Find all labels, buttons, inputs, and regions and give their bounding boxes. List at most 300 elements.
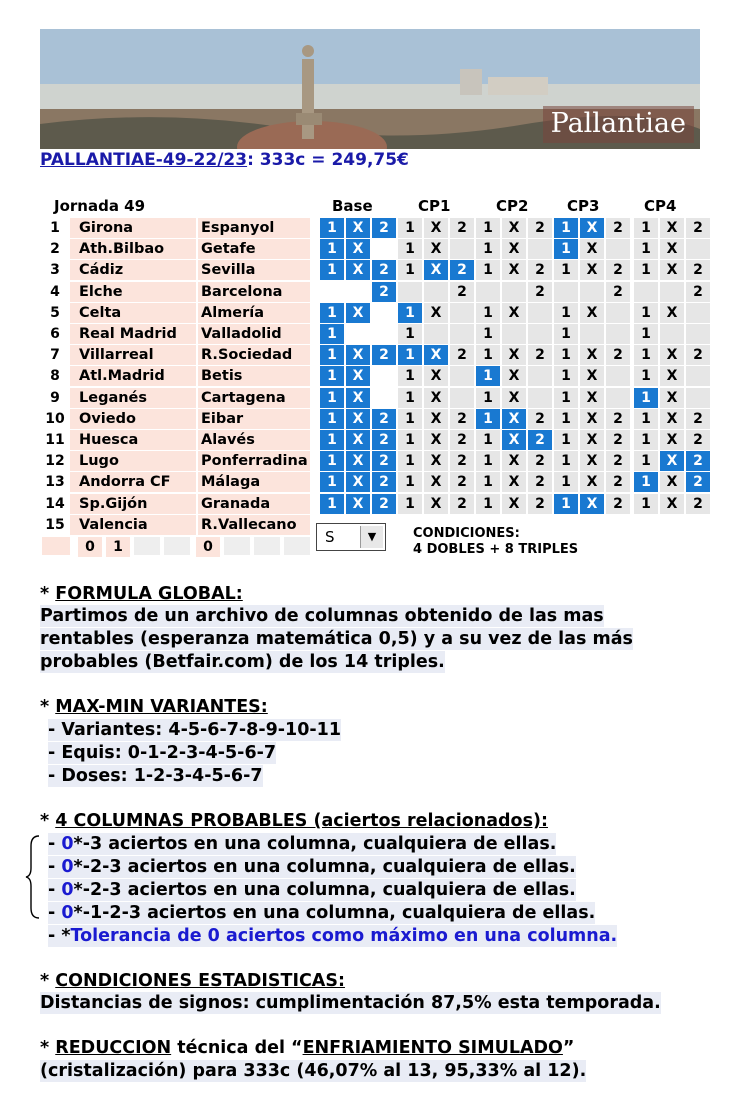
sign-cell-cp4-2[interactable]: 2 bbox=[686, 451, 710, 471]
sign-cell-base-x[interactable]: X bbox=[346, 472, 370, 492]
sign-cell-cp1-1[interactable]: 1 bbox=[398, 366, 422, 386]
sign-cell-cp1-x[interactable]: X bbox=[424, 472, 448, 492]
sign-cell-cp2-1[interactable]: 1 bbox=[476, 451, 500, 471]
sign-cell-base-2[interactable] bbox=[372, 303, 396, 323]
sign-cell-cp2-x[interactable] bbox=[502, 282, 526, 302]
sign-cell-cp2-x[interactable]: X bbox=[502, 366, 526, 386]
match-row bbox=[40, 303, 702, 324]
sign-cell-cp2-1[interactable]: 1 bbox=[476, 388, 500, 408]
sign-cell-cp2-2[interactable]: 2 bbox=[528, 409, 552, 429]
sign-cell-cp1-x[interactable] bbox=[424, 282, 448, 302]
sign-cell-cp1-2[interactable]: 2 bbox=[450, 345, 474, 365]
sign-cell-cp1-1[interactable]: 1 bbox=[398, 388, 422, 408]
sign-cell-cp2-1[interactable]: 1 bbox=[476, 409, 500, 429]
sign-cell-cp4-2[interactable] bbox=[686, 366, 710, 386]
sign-cell-base-1[interactable]: 1 bbox=[320, 260, 344, 280]
jornada-label: Jornada 49 bbox=[54, 197, 146, 215]
sign-cell-cp4-1[interactable]: 1 bbox=[634, 472, 658, 492]
sign-cell-cp3-2[interactable] bbox=[606, 303, 630, 323]
away-team: Málaga bbox=[198, 472, 310, 492]
sign-cell-cp3-1[interactable] bbox=[554, 282, 578, 302]
sign-cell-cp1-2[interactable] bbox=[450, 366, 474, 386]
sign-cell-cp1-x[interactable]: X bbox=[424, 218, 448, 238]
header-banner bbox=[40, 29, 700, 149]
sign-cell-cp1-2[interactable]: 2 bbox=[450, 260, 474, 280]
sign-cell-cp1-x[interactable] bbox=[424, 324, 448, 344]
sign-cell-cp1-1[interactable]: 1 bbox=[398, 239, 422, 259]
match-number: 3 bbox=[50, 262, 60, 279]
match-number: 9 bbox=[50, 389, 60, 406]
sign-cell-cp2-2[interactable] bbox=[528, 324, 552, 344]
sign-cell-base-1[interactable]: 1 bbox=[320, 472, 344, 492]
match-row bbox=[40, 430, 702, 451]
sign-cell-cp2-x[interactable]: X bbox=[502, 345, 526, 365]
title-link[interactable]: PALLANTIAE-49-22/23 bbox=[40, 150, 248, 170]
sign-cell-cp3-1[interactable]: 1 bbox=[554, 366, 578, 386]
sign-cell-cp4-x[interactable]: X bbox=[660, 303, 684, 323]
sign-cell-cp4-x[interactable]: X bbox=[660, 260, 684, 280]
away-team: Sevilla bbox=[198, 260, 310, 280]
sign-cell-cp2-1[interactable]: 1 bbox=[476, 494, 500, 514]
home-team: Huesca bbox=[70, 430, 196, 450]
sign-cell-cp3-x[interactable]: X bbox=[580, 345, 604, 365]
sign-cell-base-2[interactable] bbox=[372, 324, 396, 344]
sign-cell-cp1-1[interactable]: 1 bbox=[398, 409, 422, 429]
sign-cell-cp3-x[interactable]: X bbox=[580, 303, 604, 323]
maxmin-line-1: - Variantes: 4-5-6-7-8-9-10-11 bbox=[48, 720, 341, 740]
sign-cell-cp2-2[interactable] bbox=[528, 388, 552, 408]
pleno-number: 15 bbox=[45, 517, 65, 533]
sign-cell-cp1-2[interactable]: 2 bbox=[450, 494, 474, 514]
sign-cell-cp3-x[interactable]: X bbox=[580, 494, 604, 514]
sign-cell-cp2-1[interactable]: 1 bbox=[476, 345, 500, 365]
match-number: 6 bbox=[50, 326, 60, 342]
sign-cell-base-2[interactable] bbox=[372, 388, 396, 408]
sign-cell-cp1-2[interactable]: 2 bbox=[450, 430, 474, 450]
sign-cell-base-1[interactable]: 1 bbox=[320, 366, 344, 386]
match-row bbox=[40, 345, 702, 366]
away-team: Almería bbox=[198, 303, 310, 323]
sign-cell-cp2-1[interactable]: 1 bbox=[476, 430, 500, 450]
sign-cell-cp3-1[interactable]: 1 bbox=[554, 218, 578, 238]
sign-cell-cp1-1[interactable]: 1 bbox=[398, 451, 422, 471]
quiniela-grid bbox=[40, 196, 702, 558]
sign-cell-base-x[interactable]: X bbox=[346, 409, 370, 429]
col-header-cp2: CP2 bbox=[496, 197, 529, 215]
sign-cell-cp3-1[interactable]: 1 bbox=[554, 430, 578, 450]
sign-cell-cp4-x[interactable]: X bbox=[660, 472, 684, 492]
sign-cell-cp2-1[interactable]: 1 bbox=[476, 472, 500, 492]
sign-cell-cp2-x[interactable]: X bbox=[502, 218, 526, 238]
sign-cell-cp1-x[interactable]: X bbox=[424, 239, 448, 259]
sign-cell-base-2[interactable]: 2 bbox=[372, 409, 396, 429]
match-row bbox=[40, 239, 702, 260]
sign-cell-cp3-2[interactable]: 2 bbox=[606, 430, 630, 450]
match-row bbox=[40, 472, 702, 493]
home-team: Cádiz bbox=[70, 260, 196, 280]
sign-cell-cp4-2[interactable]: 2 bbox=[686, 430, 710, 450]
sign-cell-base-1[interactable]: 1 bbox=[320, 218, 344, 238]
match-number: 8 bbox=[50, 368, 60, 385]
sign-cell-cp4-x[interactable] bbox=[660, 324, 684, 344]
sign-cell-cp4-2[interactable] bbox=[686, 388, 710, 408]
sign-cell-base-2[interactable]: 2 bbox=[372, 345, 396, 365]
sign-cell-base-2[interactable]: 2 bbox=[372, 451, 396, 471]
sign-cell-cp1-1[interactable]: 1 bbox=[398, 430, 422, 450]
match-row bbox=[40, 282, 702, 303]
sign-cell-cp4-x[interactable]: X bbox=[660, 366, 684, 386]
sign-cell-cp4-2[interactable] bbox=[686, 239, 710, 259]
away-team: Eibar bbox=[198, 409, 310, 429]
sign-cell-cp2-2[interactable]: 2 bbox=[528, 218, 552, 238]
sign-cell-base-x[interactable]: X bbox=[346, 494, 370, 514]
sign-cell-base-2[interactable]: 2 bbox=[372, 472, 396, 492]
sign-cell-cp4-1[interactable]: 1 bbox=[634, 303, 658, 323]
home-team: Oviedo bbox=[70, 409, 196, 429]
sign-cell-cp3-1[interactable]: 1 bbox=[554, 260, 578, 280]
maxmin-line-2: - Equis: 0-1-2-3-4-5-6-7 bbox=[48, 743, 277, 763]
sign-cell-base-1[interactable]: 1 bbox=[320, 239, 344, 259]
sign-cell-cp3-1[interactable]: 1 bbox=[554, 239, 578, 259]
sign-cell-cp4-x[interactable] bbox=[660, 282, 684, 302]
sign-cell-cp3-2[interactable]: 2 bbox=[606, 345, 630, 365]
sign-cell-cp3-2[interactable] bbox=[606, 239, 630, 259]
sign-cell-base-2[interactable] bbox=[372, 239, 396, 259]
sign-cell-cp3-2[interactable] bbox=[606, 388, 630, 408]
sign-cell-cp4-2[interactable] bbox=[686, 303, 710, 323]
sign-cell-cp3-x[interactable]: X bbox=[580, 366, 604, 386]
sign-cell-cp4-2[interactable] bbox=[686, 324, 710, 344]
sign-cell-cp4-x[interactable]: X bbox=[660, 409, 684, 429]
sign-cell-base-x[interactable] bbox=[346, 282, 370, 302]
sign-cell-base-x[interactable]: X bbox=[346, 388, 370, 408]
col-header-cp3: CP3 bbox=[567, 197, 600, 215]
sign-cell-cp1-2[interactable] bbox=[450, 324, 474, 344]
sign-cell-cp3-1[interactable]: 1 bbox=[554, 303, 578, 323]
sign-cell-cp1-2[interactable] bbox=[450, 239, 474, 259]
chevron-down-icon[interactable]: ▼ bbox=[360, 526, 383, 548]
sign-cell-cp4-x[interactable]: X bbox=[660, 345, 684, 365]
sign-cell-cp1-2[interactable]: 2 bbox=[450, 218, 474, 238]
sign-cell-cp4-1[interactable]: 1 bbox=[634, 218, 658, 238]
sign-cell-cp4-1[interactable]: 1 bbox=[634, 494, 658, 514]
sign-cell-cp3-2[interactable]: 2 bbox=[606, 282, 630, 302]
sign-cell-base-x[interactable]: X bbox=[346, 260, 370, 280]
away-team: R.Sociedad bbox=[198, 345, 310, 365]
sign-cell-cp2-2[interactable]: 2 bbox=[528, 430, 552, 450]
columns-line-3: - 0*-2-3 aciertos en una columna, cualquiera de ellas. bbox=[48, 880, 576, 900]
sign-cell-cp3-x[interactable]: X bbox=[580, 239, 604, 259]
sign-cell-base-x[interactable] bbox=[346, 324, 370, 344]
away-team: Alavés bbox=[198, 430, 310, 450]
sign-cell-cp3-2[interactable] bbox=[606, 324, 630, 344]
sign-cell-base-2[interactable]: 2 bbox=[372, 494, 396, 514]
sign-cell-cp4-x[interactable]: X bbox=[660, 451, 684, 471]
sign-cell-cp2-2[interactable]: 2 bbox=[528, 260, 552, 280]
sign-cell-cp3-1[interactable]: 1 bbox=[554, 324, 578, 344]
sign-cell-cp3-2[interactable]: 2 bbox=[606, 451, 630, 471]
sign-cell-base-x[interactable]: X bbox=[346, 366, 370, 386]
sign-cell-cp2-x[interactable]: X bbox=[502, 239, 526, 259]
sign-cell-cp4-x[interactable]: X bbox=[660, 494, 684, 514]
sign-cell-cp4-2[interactable]: 2 bbox=[686, 409, 710, 429]
sign-cell-base-x[interactable]: X bbox=[346, 430, 370, 450]
sign-cell-base-x[interactable]: X bbox=[346, 451, 370, 471]
match-row bbox=[40, 218, 702, 239]
sign-cell-cp1-x[interactable]: X bbox=[424, 260, 448, 280]
sign-cell-cp3-1[interactable]: 1 bbox=[554, 472, 578, 492]
match-number: 4 bbox=[50, 283, 60, 300]
sign-cell-cp3-x[interactable]: X bbox=[580, 430, 604, 450]
sign-cell-cp4-x[interactable]: X bbox=[660, 430, 684, 450]
sign-cell-base-1[interactable]: 1 bbox=[320, 303, 344, 323]
sign-cell-cp3-x[interactable]: X bbox=[580, 218, 604, 238]
columns-line-1: - 0*-3 aciertos en una columna, cualquiera de ellas. bbox=[48, 834, 557, 854]
columns-line-4: - 0*-1-2-3 aciertos en una columna, cualquiera de ellas. bbox=[48, 903, 596, 923]
home-team: Leganés bbox=[70, 388, 196, 408]
match-row bbox=[40, 366, 702, 387]
home-team: Real Madrid bbox=[70, 324, 196, 344]
match-number: 10 bbox=[45, 410, 65, 427]
sign-cell-cp3-x[interactable]: X bbox=[580, 388, 604, 408]
sign-cell-cp1-2[interactable]: 2 bbox=[450, 409, 474, 429]
match-number: 2 bbox=[50, 241, 60, 258]
home-team: Lugo bbox=[70, 451, 196, 471]
sign-cell-cp2-2[interactable]: 2 bbox=[528, 282, 552, 302]
pleno-home-team: Valencia bbox=[70, 515, 196, 535]
sign-cell-cp2-1[interactable]: 1 bbox=[476, 366, 500, 386]
columns-line-2: - 0*-2-3 aciertos en una columna, cualquiera de ellas. bbox=[48, 857, 576, 877]
sign-cell-cp3-x[interactable]: X bbox=[580, 409, 604, 429]
sign-cell-base-x[interactable]: X bbox=[346, 239, 370, 259]
sign-cell-cp3-x[interactable] bbox=[580, 282, 604, 302]
sign-cell-cp4-2[interactable]: 2 bbox=[686, 282, 710, 302]
sign-cell-base-x[interactable]: X bbox=[346, 303, 370, 323]
sign-cell-cp2-2[interactable] bbox=[528, 303, 552, 323]
home-team: Ath.Bilbao bbox=[70, 239, 196, 259]
sign-cell-base-2[interactable]: 2 bbox=[372, 430, 396, 450]
brace-icon bbox=[25, 834, 41, 920]
sign-cell-base-1[interactable]: 1 bbox=[320, 451, 344, 471]
sign-cell-cp4-1[interactable] bbox=[634, 282, 658, 302]
sign-cell-base-1[interactable]: 1 bbox=[320, 409, 344, 429]
sign-cell-cp2-x[interactable]: X bbox=[502, 472, 526, 492]
sign-cell-cp1-1[interactable]: 1 bbox=[398, 260, 422, 280]
home-team: Andorra CF bbox=[70, 472, 196, 492]
home-goals-1[interactable]: 1 bbox=[106, 537, 130, 557]
sign-cell-base-2[interactable] bbox=[372, 366, 396, 386]
title-cost: : 333c = 249,75€ bbox=[247, 150, 409, 170]
sign-cell-cp4-1[interactable]: 1 bbox=[634, 430, 658, 450]
sign-cell-base-1[interactable]: 1 bbox=[320, 345, 344, 365]
reduction-heading: * REDUCCION técnica del “ENFRIAMIENTO SIMULADO” bbox=[40, 1038, 575, 1058]
match-number: 13 bbox=[45, 474, 65, 491]
sign-cell-cp1-x[interactable]: X bbox=[424, 494, 448, 514]
sign-cell-cp4-1[interactable]: 1 bbox=[634, 388, 658, 408]
sign-cell-cp4-1[interactable]: 1 bbox=[634, 409, 658, 429]
sign-select-value: S bbox=[325, 528, 335, 546]
formula-line-3: probables (Betfair.com) de los 14 triples. bbox=[40, 652, 445, 672]
sign-cell-cp4-x[interactable]: X bbox=[660, 388, 684, 408]
sign-cell-cp3-2[interactable]: 2 bbox=[606, 472, 630, 492]
sign-cell-cp3-2[interactable] bbox=[606, 366, 630, 386]
sign-cell-cp4-1[interactable]: 1 bbox=[634, 324, 658, 344]
sign-cell-cp1-2[interactable] bbox=[450, 388, 474, 408]
sign-cell-cp2-x[interactable]: X bbox=[502, 451, 526, 471]
match-row bbox=[40, 324, 702, 345]
sign-cell-cp2-2[interactable]: 2 bbox=[528, 451, 552, 471]
sign-cell-cp1-2[interactable]: 2 bbox=[450, 472, 474, 492]
sign-cell-cp2-2[interactable]: 2 bbox=[528, 472, 552, 492]
sign-cell-cp2-x[interactable]: X bbox=[502, 494, 526, 514]
sign-cell-cp4-1[interactable]: 1 bbox=[634, 366, 658, 386]
conditions-text: 4 DOBLES + 8 TRIPLES bbox=[413, 542, 579, 557]
sign-cell-base-2[interactable]: 2 bbox=[372, 260, 396, 280]
home-team: Girona bbox=[70, 218, 196, 238]
sign-cell-base-1[interactable]: 1 bbox=[320, 388, 344, 408]
sign-cell-cp1-x[interactable]: X bbox=[424, 345, 448, 365]
sign-cell-base-x[interactable]: X bbox=[346, 218, 370, 238]
sign-cell-cp2-x[interactable]: X bbox=[502, 260, 526, 280]
sign-cell-cp1-1[interactable]: 1 bbox=[398, 472, 422, 492]
sign-cell-cp4-2[interactable]: 2 bbox=[686, 218, 710, 238]
sign-cell-cp1-x[interactable]: X bbox=[424, 366, 448, 386]
sign-cell-cp2-1[interactable] bbox=[476, 282, 500, 302]
sign-cell-cp3-2[interactable]: 2 bbox=[606, 260, 630, 280]
home-team: Elche bbox=[70, 282, 196, 302]
sign-cell-cp3-1[interactable]: 1 bbox=[554, 388, 578, 408]
sign-cell-cp3-x[interactable]: X bbox=[580, 472, 604, 492]
sign-cell-cp3-1[interactable]: 1 bbox=[554, 409, 578, 429]
sign-cell-cp2-1[interactable]: 1 bbox=[476, 324, 500, 344]
sign-cell-cp1-2[interactable] bbox=[450, 303, 474, 323]
maxmin-heading: * MAX-MIN VARIANTES: bbox=[40, 697, 268, 717]
away-team: Getafe bbox=[198, 239, 310, 259]
sign-cell-cp2-2[interactable]: 2 bbox=[528, 494, 552, 514]
sign-cell-cp2-x[interactable]: X bbox=[502, 409, 526, 429]
match-number: 5 bbox=[50, 304, 60, 321]
sign-cell-cp1-1[interactable]: 1 bbox=[398, 218, 422, 238]
banner-logo: Pallantiae bbox=[543, 106, 694, 143]
sign-cell-cp1-1[interactable]: 1 bbox=[398, 494, 422, 514]
reduction-line-2: (cristalización) para 333c (46,07% al 13, 95,33% al 12). bbox=[40, 1061, 587, 1081]
sign-cell-cp3-1[interactable]: 1 bbox=[554, 494, 578, 514]
stats-heading: * CONDICIONES ESTADISTICAS: bbox=[40, 971, 345, 991]
sign-cell-cp4-1[interactable]: 1 bbox=[634, 345, 658, 365]
match-row bbox=[40, 409, 702, 430]
sign-cell-cp1-1[interactable] bbox=[398, 282, 422, 302]
sign-cell-cp1-x[interactable]: X bbox=[424, 388, 448, 408]
col-header-cp1: CP1 bbox=[418, 197, 451, 215]
sign-cell-cp2-x[interactable]: X bbox=[502, 303, 526, 323]
sign-cell-cp3-2[interactable]: 2 bbox=[606, 494, 630, 514]
sign-cell-cp4-2[interactable]: 2 bbox=[686, 494, 710, 514]
sign-select[interactable] bbox=[316, 523, 386, 551]
away-team: Betis bbox=[198, 366, 310, 386]
sign-cell-base-2[interactable]: 2 bbox=[372, 282, 396, 302]
sign-cell-base-2[interactable]: 2 bbox=[372, 218, 396, 238]
match-number: 14 bbox=[45, 495, 65, 512]
sign-cell-cp4-2[interactable]: 2 bbox=[686, 472, 710, 492]
match-number: 7 bbox=[50, 347, 60, 364]
sign-cell-cp2-2[interactable] bbox=[528, 239, 552, 259]
sign-cell-cp1-x[interactable]: X bbox=[424, 451, 448, 471]
col-header-base: Base bbox=[332, 197, 373, 215]
pleno-away-team: R.Vallecano bbox=[198, 515, 310, 535]
sign-cell-cp1-2[interactable]: 2 bbox=[450, 282, 474, 302]
match-row bbox=[40, 260, 702, 281]
away-team: Cartagena bbox=[198, 388, 310, 408]
sign-cell-cp2-1[interactable]: 1 bbox=[476, 239, 500, 259]
sign-cell-base-1[interactable]: 1 bbox=[320, 430, 344, 450]
formula-heading: * FORMULA GLOBAL: bbox=[40, 584, 243, 604]
sign-cell-cp4-1[interactable]: 1 bbox=[634, 239, 658, 259]
sign-cell-base-1[interactable]: 1 bbox=[320, 494, 344, 514]
sign-cell-cp4-2[interactable]: 2 bbox=[686, 345, 710, 365]
sign-cell-cp2-x[interactable]: X bbox=[502, 388, 526, 408]
sign-cell-cp2-1[interactable]: 1 bbox=[476, 303, 500, 323]
sign-cell-base-x[interactable]: X bbox=[346, 345, 370, 365]
match-row bbox=[40, 388, 702, 409]
formula-line-1: Partimos de un archivo de columnas obtenido de las mas bbox=[40, 606, 604, 626]
sign-cell-cp4-1[interactable]: 1 bbox=[634, 451, 658, 471]
home-goals-0[interactable]: 0 bbox=[78, 537, 102, 557]
away-team: Ponferradina bbox=[198, 451, 310, 471]
formula-line-2: rentables (esperanza matemática 0,5) y a su vez de las más bbox=[40, 629, 633, 649]
sign-cell-cp1-x[interactable]: X bbox=[424, 430, 448, 450]
col-header-cp4: CP4 bbox=[644, 197, 677, 215]
match-number: 12 bbox=[45, 453, 65, 470]
sign-cell-base-1[interactable]: 1 bbox=[320, 324, 344, 344]
sign-cell-cp2-1[interactable]: 1 bbox=[476, 218, 500, 238]
match-number: 1 bbox=[50, 220, 60, 236]
sign-cell-cp3-2[interactable]: 2 bbox=[606, 218, 630, 238]
sign-cell-cp1-1[interactable]: 1 bbox=[398, 303, 422, 323]
sign-cell-cp3-x[interactable]: X bbox=[580, 451, 604, 471]
sign-cell-cp1-1[interactable]: 1 bbox=[398, 324, 422, 344]
sign-cell-cp1-x[interactable]: X bbox=[424, 303, 448, 323]
sign-cell-cp1-1[interactable]: 1 bbox=[398, 345, 422, 365]
sign-cell-cp2-2[interactable]: 2 bbox=[528, 345, 552, 365]
sign-cell-cp2-2[interactable] bbox=[528, 366, 552, 386]
sign-cell-cp4-x[interactable]: X bbox=[660, 218, 684, 238]
sign-cell-cp3-2[interactable]: 2 bbox=[606, 409, 630, 429]
away-team: Barcelona bbox=[198, 282, 310, 302]
home-team: Atl.Madrid bbox=[70, 366, 196, 386]
sign-cell-cp3-x[interactable]: X bbox=[580, 260, 604, 280]
match-row bbox=[40, 451, 702, 472]
sign-cell-base-1[interactable] bbox=[320, 282, 344, 302]
sign-cell-cp3-1[interactable]: 1 bbox=[554, 451, 578, 471]
away-team: Valladolid bbox=[198, 324, 310, 344]
sign-cell-cp2-x[interactable]: X bbox=[502, 430, 526, 450]
stats-line: Distancias de signos: cumplimentación 87,5% esta temporada. bbox=[40, 993, 661, 1013]
away-goals-0[interactable]: 0 bbox=[196, 537, 220, 557]
sign-cell-cp4-2[interactable]: 2 bbox=[686, 260, 710, 280]
sign-cell-cp3-1[interactable]: 1 bbox=[554, 345, 578, 365]
sign-cell-cp1-2[interactable]: 2 bbox=[450, 451, 474, 471]
sign-cell-cp3-x[interactable] bbox=[580, 324, 604, 344]
sign-cell-cp4-x[interactable]: X bbox=[660, 239, 684, 259]
conditions-title: CONDICIONES: bbox=[413, 526, 520, 541]
sign-cell-cp2-x[interactable] bbox=[502, 324, 526, 344]
away-team: Espanyol bbox=[198, 218, 310, 238]
match-row bbox=[40, 494, 702, 515]
sign-cell-cp1-x[interactable]: X bbox=[424, 409, 448, 429]
sign-cell-cp2-1[interactable]: 1 bbox=[476, 260, 500, 280]
sign-cell-cp4-1[interactable]: 1 bbox=[634, 260, 658, 280]
page-title bbox=[40, 150, 409, 170]
